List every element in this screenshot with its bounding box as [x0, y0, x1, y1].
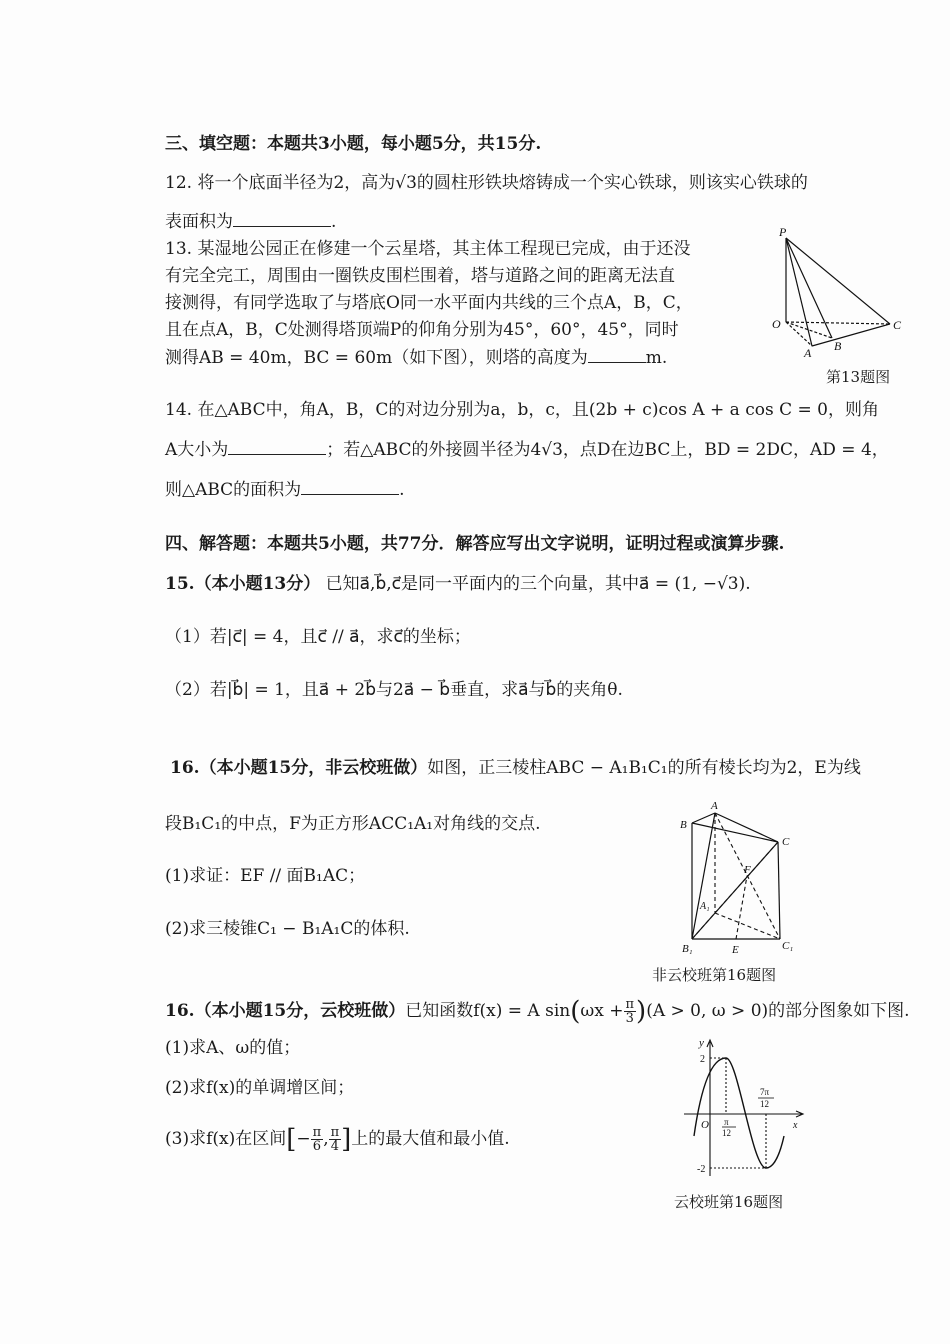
- q14-line3: [165, 478, 405, 501]
- q16b-label-y: y: [699, 1037, 704, 1049]
- section3-heading: 三、填空题：本题共3小题，每小题5分，共15分.: [165, 134, 542, 154]
- q16b-part1: (1)求A、ω的值；: [165, 1038, 301, 1058]
- q16a-edge-BA: [692, 813, 715, 823]
- q16b-curve: [694, 1058, 784, 1168]
- q16b-x1-num: π: [724, 1117, 729, 1127]
- q16b-figure-caption: 云校班第16题图: [674, 1193, 784, 1211]
- q16b-part2: (2)求f(x)的单调增区间；: [165, 1078, 355, 1098]
- q13-line-OA: [786, 322, 812, 346]
- q16b-x2-den: 12: [760, 1099, 769, 1109]
- q16a-stem: 如图，正三棱柱ABC − A₁B₁C₁的所有棱长均为2，E为线: [427, 758, 861, 778]
- q16a-segment-EF: [736, 876, 747, 939]
- q16a-label-F: F: [744, 864, 751, 876]
- q13-figure: [770, 225, 905, 360]
- q13-line5-prefix: 测得AB = 40m，BC = 60m（如下图），则塔的高度为: [165, 348, 588, 368]
- q16a-label-A: A: [711, 800, 718, 812]
- q16a-label-A1: A₁: [700, 901, 710, 912]
- q16a-label-B1: B₁: [682, 943, 693, 955]
- q16b-graph: [680, 1036, 810, 1184]
- q16a-label-C1: C₁: [782, 940, 794, 952]
- q14-line3-prefix: 则△ABC的面积为: [165, 480, 302, 500]
- q12-answer-blank: [233, 210, 331, 227]
- q16a-edge-A1C1: [715, 913, 780, 939]
- q12-line2: [165, 210, 336, 233]
- q16a-label-C: C: [782, 836, 790, 848]
- q13-line-AC: [812, 324, 890, 346]
- q16b-paren-open: (: [570, 996, 581, 1027]
- q16a-edge-BC: [692, 823, 778, 842]
- q16b-func-prefix: 已知函数f(x) = A sin: [405, 1001, 571, 1021]
- q13-answer-blank: [588, 346, 646, 363]
- q16b-bracket-close: ]: [341, 1124, 352, 1155]
- q16a-line2: 段B₁C₁的中点，F为正方形ACC₁A₁对角线的交点.: [165, 814, 541, 834]
- q16b-part3: [165, 1124, 510, 1154]
- q15-part1: （1）若|c⃗| = 4，且c⃗ // a⃗，求c⃗的坐标；: [165, 627, 471, 647]
- q16b-label-O: O: [701, 1119, 709, 1131]
- q12-line1: 12. 将一个底面半径为2，高为√3的圆柱形铁块熔铸成一个实心铁球，则该实心铁球的: [165, 173, 808, 193]
- q16b-part3-prefix: (3)求f(x)在区间: [165, 1129, 287, 1149]
- q14-line2: [165, 438, 889, 461]
- q16b-head: 16.（本小题15分，云校班做）: [165, 1001, 406, 1021]
- q16b-int-hi: [329, 1126, 342, 1153]
- q16b-x2-num: 7π: [760, 1087, 770, 1097]
- q13-line3: 接测得，有同学选取了与塔底O同一水平面内共线的三个点A，B，C，: [165, 293, 693, 313]
- q13-edge-PB: [786, 238, 832, 338]
- q13-line5-suffix: m.: [645, 348, 668, 368]
- q16b-label-ymax: 2: [700, 1054, 705, 1065]
- q13-line-OC: [786, 322, 890, 324]
- q13-line5: [165, 346, 667, 369]
- q16b-x1-den: 12: [722, 1128, 731, 1138]
- q13-label-P: P: [779, 225, 787, 239]
- q16a-part2: (2)求三棱锥C₁ − B₁A₁C的体积.: [165, 919, 410, 939]
- q13-label-A: A: [804, 346, 812, 360]
- q16b-bracket-open: [: [286, 1124, 297, 1155]
- q16b-int-hi-den: 4: [330, 1139, 339, 1154]
- q14-line3-suffix: .: [399, 480, 405, 500]
- section4-heading: 四、解答题：本题共5小题，共77分．解答应写出文字说明，证明过程或演算步骤.: [165, 534, 785, 554]
- q16b-phase-fraction: [624, 998, 637, 1025]
- q16b-label-x: x: [793, 1120, 798, 1131]
- q16a-figure-caption: 非云校班第16题图: [652, 966, 777, 984]
- q16b-paren-close: ): [636, 996, 647, 1027]
- q13-figure-caption: 第13题图: [826, 368, 891, 386]
- q13-line2: 有完全完工，周围由一圈铁皮围栏围着，塔与道路之间的距离无法直: [165, 266, 675, 286]
- q13-edge-PA: [786, 238, 812, 346]
- q13-line1: 13. 某湿地公园正在修建一个云星塔，其主体工程现已完成，由于还没: [165, 239, 691, 259]
- q12-line2-prefix: 表面积为: [165, 212, 233, 232]
- q12-line2-suffix: .: [331, 212, 337, 232]
- q16a-edge-AC: [715, 813, 778, 842]
- q16b-int-hi-num: π: [330, 1125, 340, 1140]
- q16a-part1: (1)求证：EF // 面B₁AC；: [165, 866, 366, 886]
- q14-answer-blank-1: [228, 438, 326, 455]
- q13-label-O: O: [772, 317, 781, 331]
- q16a-label-B: B: [680, 819, 687, 831]
- q16b-omega-x: ωx +: [580, 1001, 624, 1021]
- q16b-int-lo: [311, 1126, 324, 1153]
- q16b-int-lo-num: π: [312, 1125, 322, 1140]
- q14-line2-mid: ；若△ABC的外接圆半径为4√3，点D在边BC上，BD = 2DC，AD = 4，: [326, 440, 889, 460]
- q16a-line1: [170, 757, 861, 779]
- q13-label-B: B: [834, 339, 842, 353]
- q15-head: 15.（本小题13分）: [165, 574, 321, 594]
- q15-part2: （2）若|b⃗| = 1，且a⃗ + 2b⃗与2a⃗ − b⃗垂直，求a⃗与b⃗的夹角θ.: [165, 680, 623, 700]
- q16a-label-E: E: [732, 944, 739, 956]
- q14-line2-prefix: A大小为: [165, 440, 229, 460]
- q16b-phase-den: 3: [625, 1011, 634, 1026]
- q16b-label-ymin: -2: [697, 1164, 706, 1175]
- q16a-line-AB1: [692, 813, 715, 939]
- q15-stem: 已知a⃗,b⃗,c⃗是同一平面内的三个向量，其中a⃗ = (1, −√3).: [325, 574, 751, 594]
- q15-line1: [165, 573, 751, 595]
- q16b-int-comma: ,: [323, 1129, 329, 1149]
- q13-line4: 且在点A，B，C处测得塔顶端P的仰角分别为45°，60°，45°，同时: [165, 320, 679, 340]
- q16a-head: 16.（本小题15分，非云校班做）: [170, 758, 428, 778]
- q16b-line1: [165, 996, 910, 1026]
- q14-line1: 14. 在△ABC中，角A，B，C的对边分别为a，b，c，且(2b + c)cos A + a cos C = 0，则角: [165, 400, 879, 420]
- q16b-int-lo-den: 6: [312, 1139, 322, 1154]
- q16b-func-suffix: (A > 0, ω > 0)的部分图象如下图.: [646, 1001, 910, 1021]
- q14-answer-blank-2: [301, 478, 399, 495]
- q16a-edge-CC1: [778, 842, 780, 939]
- q16b-int-lo-sign: −: [296, 1129, 311, 1149]
- q13-label-C: C: [893, 318, 902, 332]
- q16b-part3-suffix: 上的最大值和最小值.: [351, 1129, 510, 1149]
- q16a-figure: [670, 795, 810, 965]
- q16b-phase-num: π: [625, 997, 635, 1012]
- q13-edge-PC: [786, 238, 890, 324]
